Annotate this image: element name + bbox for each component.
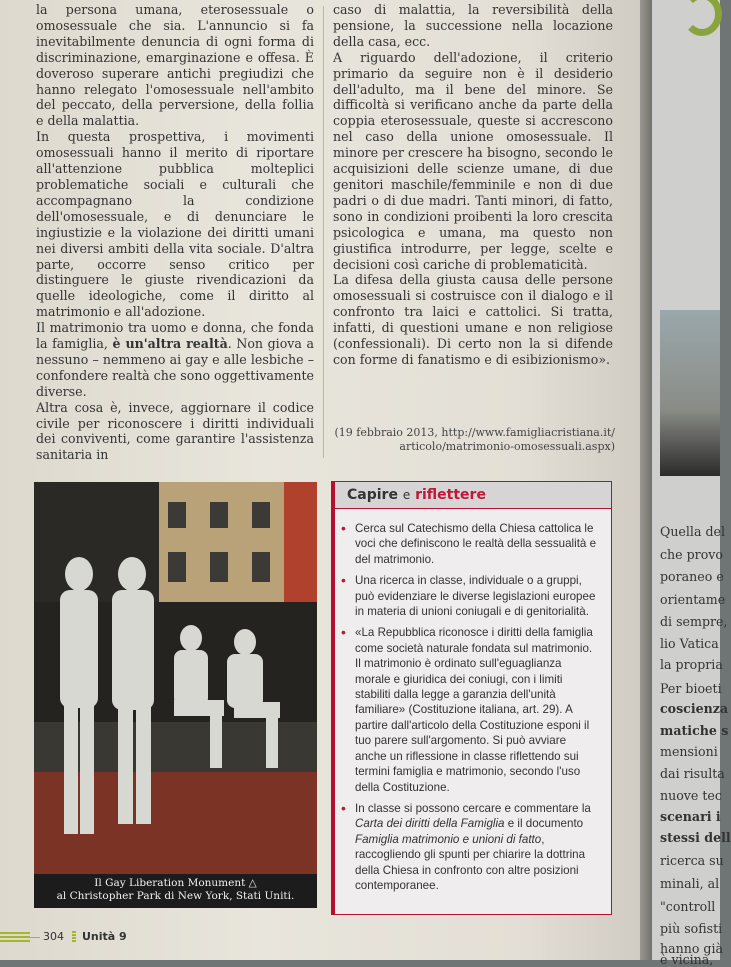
paragraph-text: . Non giova a nessuno – nemmeno ai gay e alle lesbiche – confondere realtà che sono oggettivamente diverse. <box>36 336 315 399</box>
capire-riflettere-box <box>331 481 612 915</box>
next-page-line: "controll <box>660 899 716 914</box>
chapter-logo-icon <box>682 0 722 36</box>
monument-photo <box>34 482 317 874</box>
unit-label: Unità 9 <box>82 930 127 943</box>
footer-rule <box>30 937 40 938</box>
next-page-line: che provo <box>660 547 723 562</box>
box-title-conjunction: e <box>402 488 411 502</box>
activity-text: e il documento <box>504 817 584 831</box>
activity-list <box>335 509 611 893</box>
document-title: Famiglia matrimonio e unioni di fatto <box>355 832 542 846</box>
document-title: Carta dei diritti della Famiglia <box>355 817 505 831</box>
bold-phrase: è un'altra realtà <box>112 336 228 352</box>
activity-text: In classe si possono cercare e commentare la <box>355 801 591 815</box>
paragraph: caso di malattia, la reversibilità della pensione, la successione nella locazione della casa, ecc. <box>333 2 613 49</box>
right-text-column <box>333 2 613 368</box>
photo-caption <box>34 874 317 908</box>
footer-stripes <box>0 932 30 944</box>
activity-item: • Cerca sul Catechismo della Chiesa cattolica le voci che definiscono le realtà della sessualità e del matrimonio. <box>341 521 599 567</box>
paragraph: la persona umana, eterosessuale o omosessuale che sia. L'annuncio si fa inevitabilmente denuncia di ogni forma di discriminazione, emarginazione e offesa. È doveroso superare antichi pregiudizi che hanno relegato l'omosessuale nell'ambito del peccato, della perversione, della follia e della malattia. <box>36 2 314 129</box>
next-page-line: la propria <box>660 657 723 672</box>
monument-illustration <box>34 482 317 874</box>
next-page-line: mensioni <box>660 744 718 759</box>
next-page-line: di sempre, <box>660 614 728 629</box>
next-page-edge <box>652 0 731 967</box>
caption-line: Il Gay Liberation Monument △ <box>94 877 257 889</box>
box-title-word: riflettere <box>415 487 486 503</box>
box-title <box>335 482 611 509</box>
column-divider <box>323 6 324 458</box>
next-page-line: Quella del <box>660 524 725 539</box>
next-page-line: stessi dell <box>660 830 731 845</box>
paragraph: La difesa della giusta causa delle persone omosessuali si costruisce con il dialogo e il confronto tra laici e cattolici. Si tratta, infatti, di questioni umane e non religiose (confessionali). Di certo non la si difende con forme di fanatismo e di esibizionismo». <box>333 272 613 367</box>
source-line: articolo/matrimonio-omosessuali.aspx) <box>399 440 615 453</box>
next-page-line: Per bioeti <box>660 681 722 696</box>
next-page-line: più sofisti <box>660 921 723 936</box>
activity-item: • Una ricerca in classe, individuale o a gruppi, può evidenziare le diverse legislazioni europee in materia di unioni coniugali e di genitorialità. <box>341 573 599 619</box>
paragraph-text: Il matrimonio tra uomo e donna, che fonda la famiglia, <box>36 320 314 352</box>
box-title-word: Capire <box>347 487 398 503</box>
next-page-line: ricerca su <box>660 853 724 868</box>
paragraph: A riguardo dell'adozione, il criterio primario da seguire non è il desiderio dell'adulto, ma il bene del minore. Se difficoltà si verificano anche da parte della coppia eterosessuale, queste si accrescono nel caso della unione omosessuale. Il minore per crescere ha bisogno, secondo le acquisizioni delle scienze umane, di due genitori maschile/femminile e non di due padri o di due madri. Tanti minori, di fatto, sono in condizioni proibenti la loro crescita psicologica e umana, ma questo non giustifica introdurre, per legge, scelte e decisioni così cariche di problematicità. <box>333 49 613 272</box>
paragraph: In questa prospettiva, i movimenti omosessuali hanno il merito di riportare all'attenzione pubblica molteplici problematiche sociali e culturali che accompagnano la condizione dell'omosessuale, e di denunciare le ingiustizie e la violazione dei diritti umani nei diversi ambiti della vita sociale. D'altra parte, occorre senso critico per distinguere le giuste rivendicazioni da quelle ideologiche, come il diritto al matrimonio e all'adozione. <box>36 129 314 320</box>
activity-item <box>341 801 599 893</box>
paragraph: Altra cosa è, invece, aggiornare il codice civile per riconoscere i diritti individuali dei conviventi, come garantire l'assistenza sanitaria in <box>36 399 314 463</box>
next-page-line: hanno già <box>660 941 724 956</box>
page-footer <box>0 928 648 948</box>
page-number: 304 <box>43 930 64 943</box>
next-page-line: matiche s <box>660 723 729 738</box>
source-citation <box>333 426 615 454</box>
next-page-line: lio Vatica <box>660 636 719 651</box>
next-page-line: poraneo e <box>660 569 724 584</box>
next-page-line: coscienza <box>660 701 729 716</box>
next-page-photo <box>660 310 720 476</box>
next-page-line: è vicina, <box>660 952 714 967</box>
next-page-line: dai risulta <box>660 766 725 781</box>
next-page-line: nuove tec <box>660 788 722 803</box>
paragraph <box>36 320 314 400</box>
next-page-line: minali, al <box>660 876 720 891</box>
caption-line: al Christopher Park di New York, Stati Uniti. <box>56 890 295 902</box>
left-text-column <box>36 2 314 463</box>
activity-item: • «La Repubblica riconosce i diritti della famiglia come società naturale fondata sul matrimonio. Il matrimonio è ordinato sull'eguaglianza morale e giuridica dei coniugi, con i limiti stabiliti dalla legge a garanzia dell'unità familiare» (Costituzione italiana, art. 29). A partire dall'articolo della Costituzione esponi il tuo parere sull'argomento. Si può avviare anche un riflessione in classe riflettendo sui termini famiglia e matrimonio, secondo l'uso della Costituzione. <box>341 625 599 794</box>
source-line: (19 febbraio 2013, http://www.famigliacristiana.it/ <box>334 426 615 439</box>
next-page-line: scenari i <box>660 809 721 824</box>
next-page-line: orientame <box>660 592 726 607</box>
activity-text: , raccogliendo gli spunti per chiarire la dottrina della Chiesa in confronto con altre posizioni contemporanee. <box>355 832 586 892</box>
footer-separator <box>72 931 76 943</box>
